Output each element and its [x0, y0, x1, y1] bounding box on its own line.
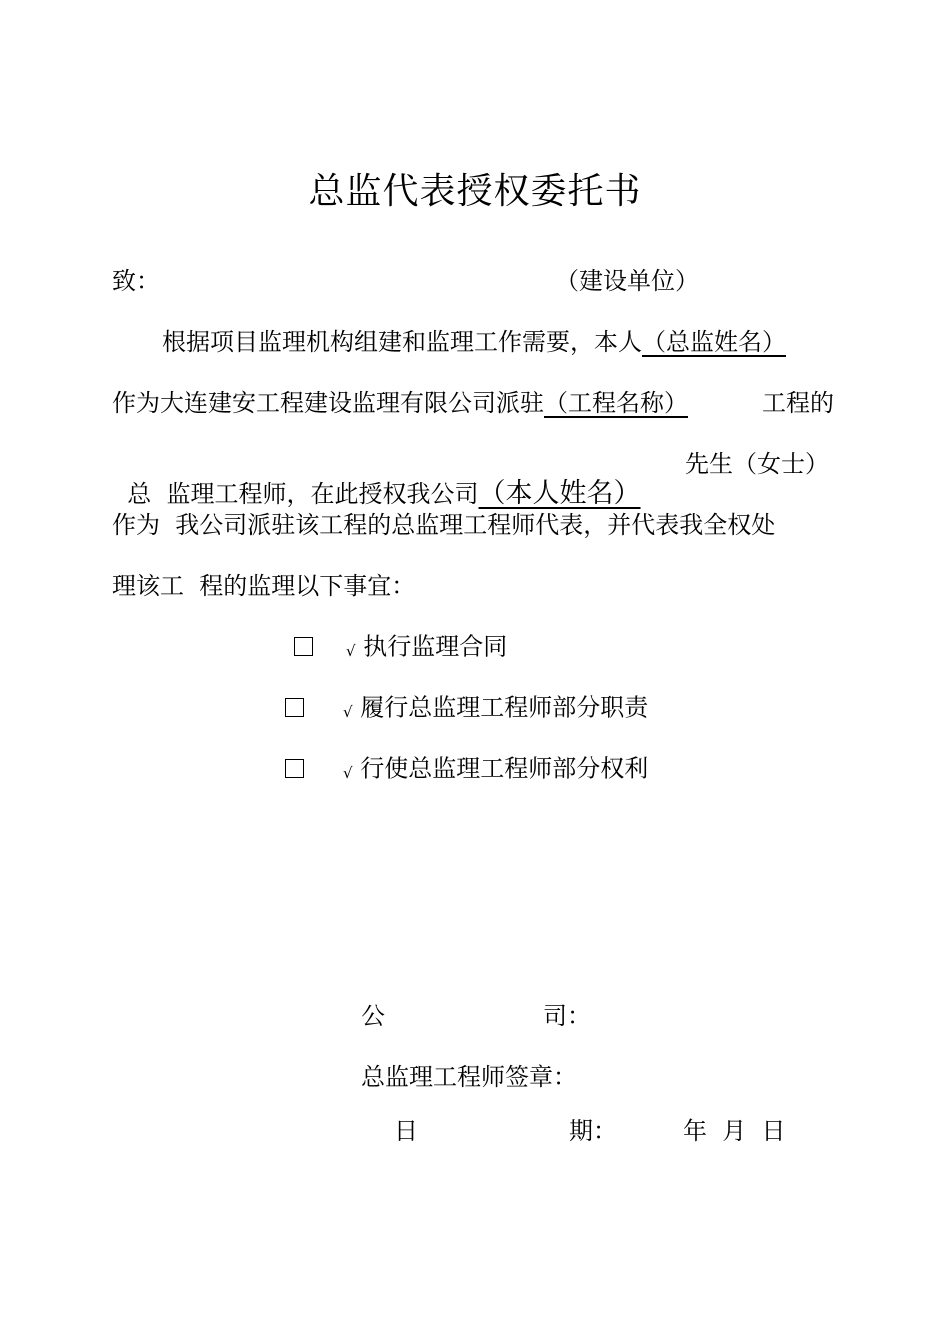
checkbox[interactable] — [285, 759, 304, 778]
addressee-label: 致： — [112, 267, 160, 295]
checklist-item-label: 行使总监理工程师部分权利 — [360, 754, 649, 783]
paragraph-line-4: 作为 我公司派驻该工程的总监理工程师代表，并代表我全权处 — [112, 511, 776, 539]
paragraph-tail: 先生（女士） — [685, 450, 829, 478]
checklist-item-label-row — [343, 691, 648, 727]
checklist-item — [285, 691, 304, 721]
checklist-item — [285, 752, 304, 782]
paragraph-text: 作为大连建安工程建设监理有限公司派驻 — [112, 389, 544, 417]
project-name-blank: （工程名称） — [544, 389, 688, 417]
checklist-item — [294, 630, 313, 660]
director-name-blank: （总监姓名） — [642, 328, 786, 356]
paragraph-line-5: 理该工 程的监理以下事宜： — [112, 572, 416, 600]
checklist-item-label: 履行总监理工程师部分职责 — [360, 693, 649, 722]
paragraph-tail: 工程的 — [762, 389, 834, 417]
date-label-tail: 期： — [569, 1117, 617, 1145]
paragraph-text: 总 监理工程师，在此授权我公司 — [127, 480, 479, 508]
company-label-tail: 司： — [543, 1002, 591, 1030]
signature-label: 总监理工程师签章： — [361, 1063, 577, 1091]
company-label: 公 — [361, 1002, 385, 1030]
checkmark-icon: √ — [343, 703, 353, 721]
paragraph-line-2 — [112, 388, 688, 418]
checklist-item-label-row — [343, 752, 648, 788]
checkmark-icon: √ — [343, 764, 353, 782]
page-title: 总监代表授权委托书 — [308, 171, 642, 212]
paragraph-text: 根据项目监理机构组建和监理工作需要，本人 — [162, 328, 642, 356]
checklist-item-label: 执行监理合同 — [363, 632, 508, 661]
date-fields: 年 月 日 — [683, 1117, 786, 1145]
checkbox[interactable] — [294, 637, 313, 656]
checkmark-icon: √ — [346, 642, 356, 660]
checkbox[interactable] — [285, 698, 304, 717]
representative-name-blank: （本人姓名） — [478, 478, 641, 509]
addressee-placeholder: （建设单位） — [555, 267, 699, 295]
paragraph-line-1 — [162, 327, 786, 357]
paragraph-line-3 — [112, 449, 641, 509]
date-label: 日 — [394, 1117, 418, 1145]
checklist-item-label-row — [346, 630, 507, 666]
